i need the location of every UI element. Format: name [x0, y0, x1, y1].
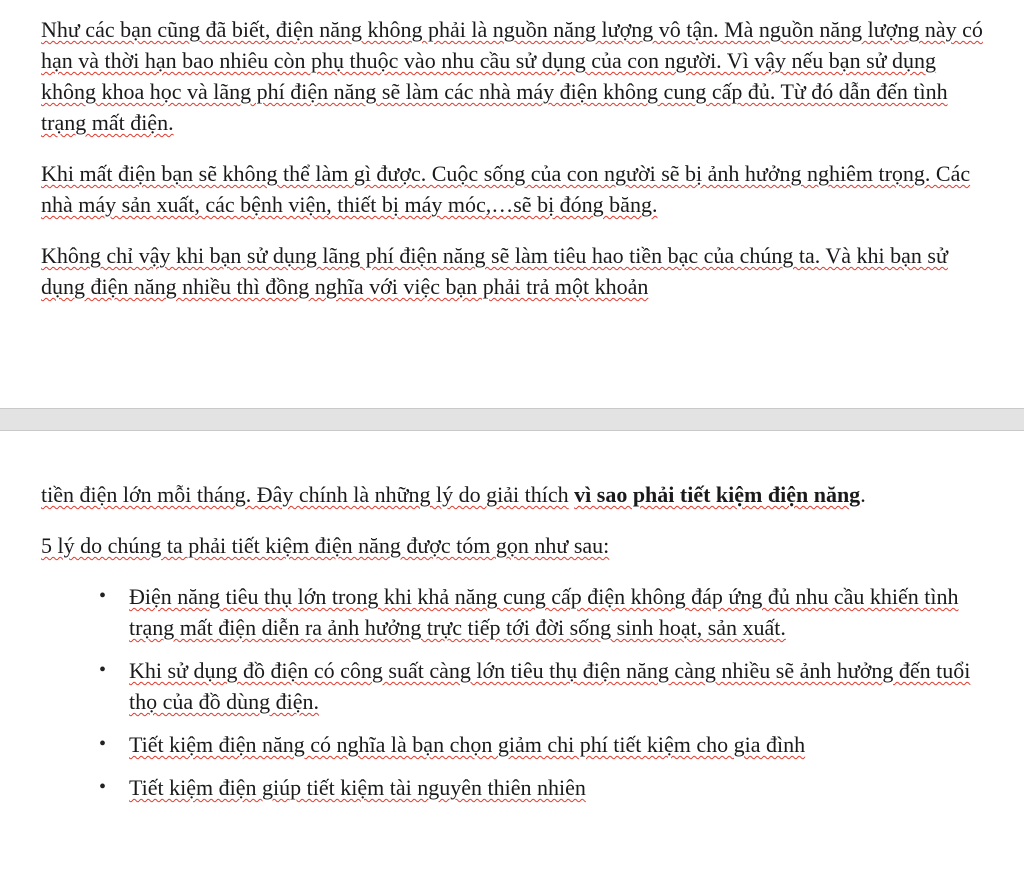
paragraph-money-waste[interactable]: Không chỉ vậy khi bạn sử dụng lãng phí điện năng sẽ làm tiêu hao tiền bạc của chúng ta. Và khi bạn sử dụng điện năng nhiều thì đồng nghĩa với việc bạn phải trả một khoản — [41, 243, 948, 299]
document-page-2[interactable] — [0, 431, 1024, 893]
paragraph-energy-not-infinite[interactable]: Như các bạn cũng đã biết, điện năng không phải là nguồn năng lượng vô tận. Mà nguồn năng lượng này có hạn và thời hạn bao nhiêu còn phụ thuộc vào nhu cầu sử dụng của con người. Vì vậy nếu bạn sử dụng không khoa học và lãng phí điện năng sẽ làm các nhà máy điện không cung cấp đủ. Từ đó dẫn đến tình trạng mất điện. — [41, 17, 983, 135]
paragraph-power-outage-effects[interactable]: Khi mất điện bạn sẽ không thể làm gì được. Cuộc sống của con người sẽ bị ảnh hưởng nghiêm trọng. Các nhà máy sản xuất, các bệnh viện, thiết bị máy móc,…sẽ bị đóng băng. — [41, 161, 971, 217]
bullet-item[interactable]: • Tiết kiệm điện năng có nghĩa là bạn chọn giảm chi phí tiết kiệm cho gia đình — [129, 729, 988, 760]
continuation-text: tiền điện lớn mỗi tháng. Đây chính là những lý do giải thích — [41, 482, 569, 507]
bullet-item[interactable]: • Khi sử dụng đồ điện có công suất càng lớn tiêu thụ điện năng càng nhiều sẽ ảnh hưởng đến tuổi thọ của đồ dùng điện. — [129, 655, 988, 717]
paragraph-five-reasons-intro[interactable]: 5 lý do chúng ta phải tiết kiệm điện năng được tóm gọn như sau: — [41, 533, 610, 558]
bullet-item[interactable]: • Tiết kiệm điện giúp tiết kiệm tài nguyên thiên nhiên — [129, 772, 988, 803]
continuation-period: . — [860, 482, 866, 507]
bullet-item[interactable]: • Điện năng tiêu thụ lớn trong khi khả năng cung cấp điện không đáp ứng đủ nhu cầu khiến tình trạng mất điện diễn ra ảnh hưởng trực tiếp tới đời sống sinh hoạt, sản xuất. — [129, 581, 988, 643]
continuation-bold-text: vì sao phải tiết kiệm điện năng — [574, 482, 861, 507]
document-page-1[interactable] — [0, 0, 1024, 408]
page-break-gap — [0, 408, 1024, 431]
paragraph-continuation[interactable] — [41, 479, 988, 510]
reasons-bullet-list — [41, 581, 988, 803]
